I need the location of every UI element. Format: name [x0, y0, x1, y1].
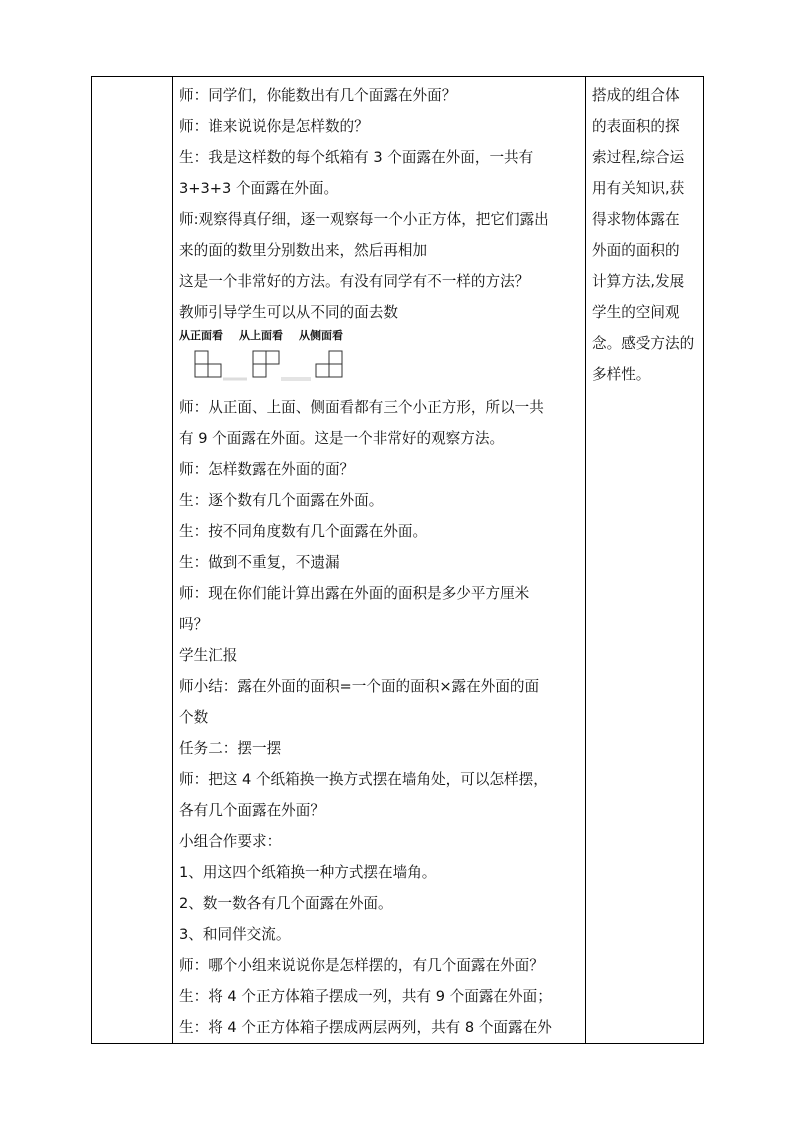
process-line: 生：将 4 个正方体箱子摆成一列，共有 9 个面露在外面； — [179, 988, 552, 1005]
side-note-line: 索过程,综合运 — [592, 149, 685, 166]
side-note-line: 得求物体露在 — [592, 211, 680, 228]
three-views-figure — [179, 328, 579, 392]
process-line: 生：我是这样数的每个纸箱有 3 个面露在外面，一共有 — [179, 149, 534, 166]
design-intent-cell — [586, 77, 704, 1044]
teaching-process-cell — [173, 77, 586, 1044]
process-line: 各有几个面露在外面？ — [179, 802, 325, 819]
process-line: 师：同学们，你能数出有几个面露在外面？ — [179, 87, 457, 104]
process-line: 这是一个非常好的方法。有没有同学有不一样的方法？ — [179, 273, 530, 290]
process-line: 吗？ — [179, 616, 209, 633]
process-line: 师：现在你们能计算出露在外面的面积是多少平方厘米 — [179, 585, 530, 602]
process-line: 师:观察得真仔细，逐一观察每一个小正方体，把它们露出 — [179, 211, 549, 228]
process-line: 师：谁来说说你是怎样数的？ — [179, 118, 369, 135]
process-line: 个数 — [179, 709, 209, 726]
process-line: 生：将 4 个正方体箱子摆成两层两列，共有 8 个面露在外 — [179, 1019, 552, 1036]
side-view-shape — [316, 351, 342, 377]
process-line: 生：按不同角度数有几个面露在外面。 — [179, 523, 428, 540]
top-view-shape — [253, 351, 279, 377]
process-line: 学生汇报 — [179, 647, 238, 664]
process-line: 任务二：摆一摆 — [179, 740, 282, 757]
process-line: 生：逐个数有几个面露在外面。 — [179, 492, 384, 509]
process-line: 3+3+3 个面露在外面。 — [179, 180, 339, 197]
process-line: 1、用这四个纸箱换一种方式摆在墙角。 — [179, 864, 437, 881]
front-view-label: 从正面看 — [179, 329, 223, 342]
process-line: 教师引导学生可以从不同的面去数 — [179, 304, 398, 321]
side-note-line: 用有关知识,获 — [592, 180, 685, 197]
stage-cell — [92, 77, 173, 1044]
front-view-shape — [195, 351, 221, 377]
process-line: 有 9 个面露在外面。这是一个非常好的观察方法。 — [179, 430, 505, 447]
three-views-diagram — [187, 349, 357, 383]
side-note-line: 多样性。 — [592, 366, 651, 383]
process-line: 来的面的数里分别数出来，然后再相加 — [179, 242, 428, 259]
side-view-label: 从侧面看 — [299, 329, 343, 342]
side-note-line: 外面的面积的 — [592, 242, 680, 259]
process-line: 师：怎样数露在外面的面？ — [179, 461, 355, 478]
table-row — [92, 77, 704, 1044]
side-note-line: 计算方法,发展 — [592, 273, 685, 290]
process-line: 3、和同伴交流。 — [179, 926, 291, 943]
process-line: 2、数一数各有几个面露在外面。 — [179, 895, 393, 912]
process-line: 师小结：露在外面的面积=一个面的面积×露在外面的面 — [179, 678, 540, 695]
side-note-line: 的表面积的探 — [592, 118, 680, 135]
process-line: 师：把这 4 个纸箱换一换方式摆在墙角处，可以怎样摆， — [179, 771, 548, 788]
process-line: 师：哪个小组来说说你是怎样摆的，有几个面露在外面？ — [179, 957, 544, 974]
side-note-line: 学生的空间观 — [592, 304, 680, 321]
top-view-label: 从上面看 — [239, 329, 283, 342]
side-note-line: 搭成的组合体 — [592, 87, 680, 104]
process-line: 师：从正面、上面、侧面看都有三个小正方形，所以一共 — [179, 399, 544, 416]
side-note-line: 念。感受方法的 — [592, 335, 695, 352]
process-line: 生：做到不重复，不遗漏 — [179, 554, 340, 571]
process-line: 小组合作要求： — [179, 833, 282, 850]
lesson-plan-table — [91, 76, 704, 1044]
